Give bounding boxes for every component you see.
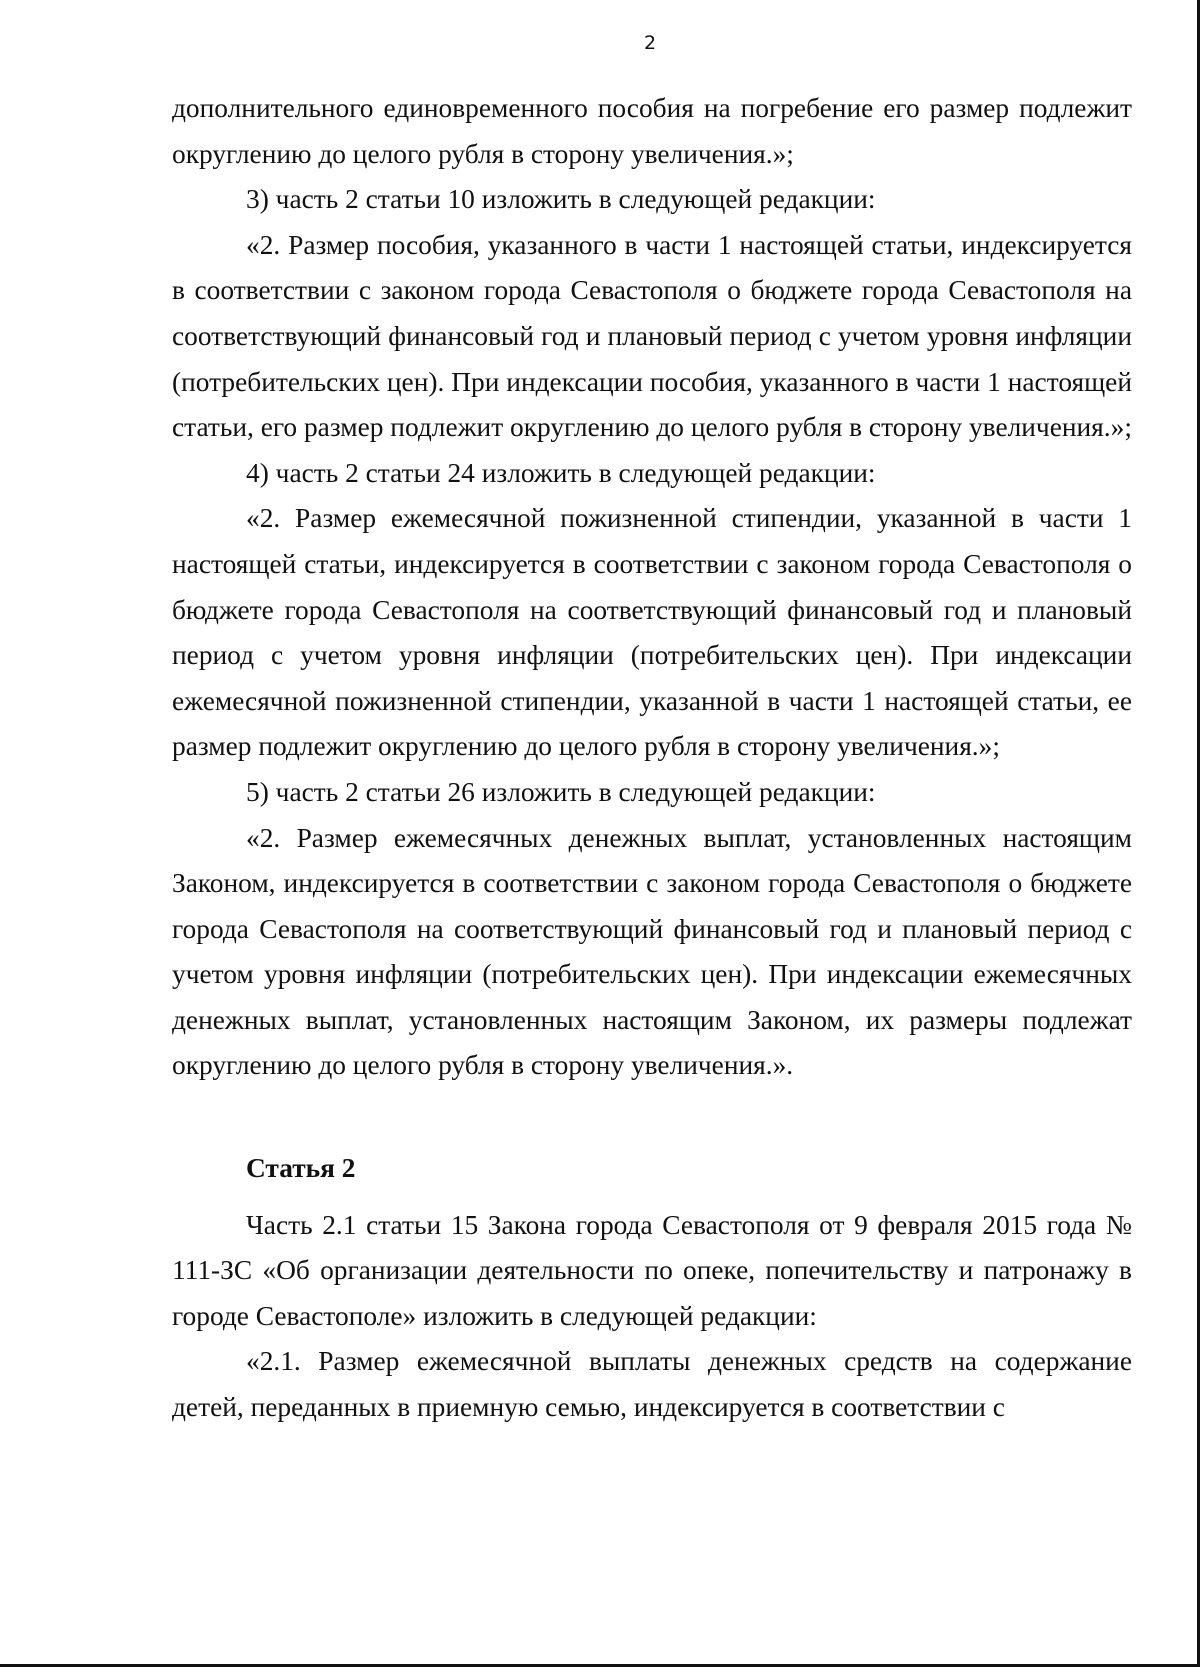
article-heading: Статья 2 <box>246 1153 356 1184</box>
paragraph-article-10-text: «2. Размер пособия, указанного в части 1 настоящей статьи, индексируется в соответствии с законом города Севастополя о бюджете города Севастополя на соответствующий финансовый год и плановый период с учетом уровня инфляции (потребительских цен). При индексации пособия, указанного в части 1 настоящей статьи, его размер подлежит округлению до целого рубля в сторону увеличения.»; <box>172 229 1132 443</box>
document-body <box>172 86 1132 1431</box>
paragraph-item-4: 4) часть 2 статьи 24 изложить в следующей редакции: <box>246 457 876 488</box>
paragraph-article-24-text: «2. Размер ежемесячной пожизненной стипендии, указанной в части 1 настоящей статьи, индексируется в соответствии с законом города Севастополя о бюджете города Севастополя на соответствующий финансовый год и плановый период с учетом уровня инфляции (потребительских цен). При индексации ежемесячной пожизненной стипендии, указанной в части 1 настоящей статьи, ее размер подлежит округлению до целого рубля в сторону увеличения.»; <box>172 503 1132 762</box>
paragraph-article-2-quote: «2.1. Размер ежемесячной выплаты денежных средств на содержание детей, переданных в приемную семью, индексируется в соответствии с <box>172 1346 1132 1423</box>
paragraph-article-26-text: «2. Размер ежемесячных денежных выплат, установленных настоящим Законом, индексируется в соответствии с законом города Севастополя о бюджете города Севастополя на соответствующий финансовый год и плановый период с учетом уровня инфляции (потребительских цен). При индексации ежемесячных денежных выплат, установленных настоящим Законом, их размеры подлежат округлению до целого рубля в сторону увеличения.». <box>172 822 1132 1081</box>
paragraph-article-2-intro: Часть 2.1 статьи 15 Закона города Севастополя от 9 февраля 2015 года № 111-ЗС «Об организации деятельности по опеке, попечительству и патронажу в городе Севастополе» изложить в следующей редакции: <box>172 1209 1132 1331</box>
paragraph-continuation: дополнительного единовременного пособия на погребение его размер подлежит округлению до целого рубля в сторону увеличения.»; <box>172 93 1132 169</box>
paragraph-item-5: 5) часть 2 статьи 26 изложить в следующей редакции: <box>246 776 876 807</box>
page-number: 2 <box>643 32 657 54</box>
paragraph-item-3: 3) часть 2 статьи 10 изложить в следующей редакции: <box>246 184 876 215</box>
